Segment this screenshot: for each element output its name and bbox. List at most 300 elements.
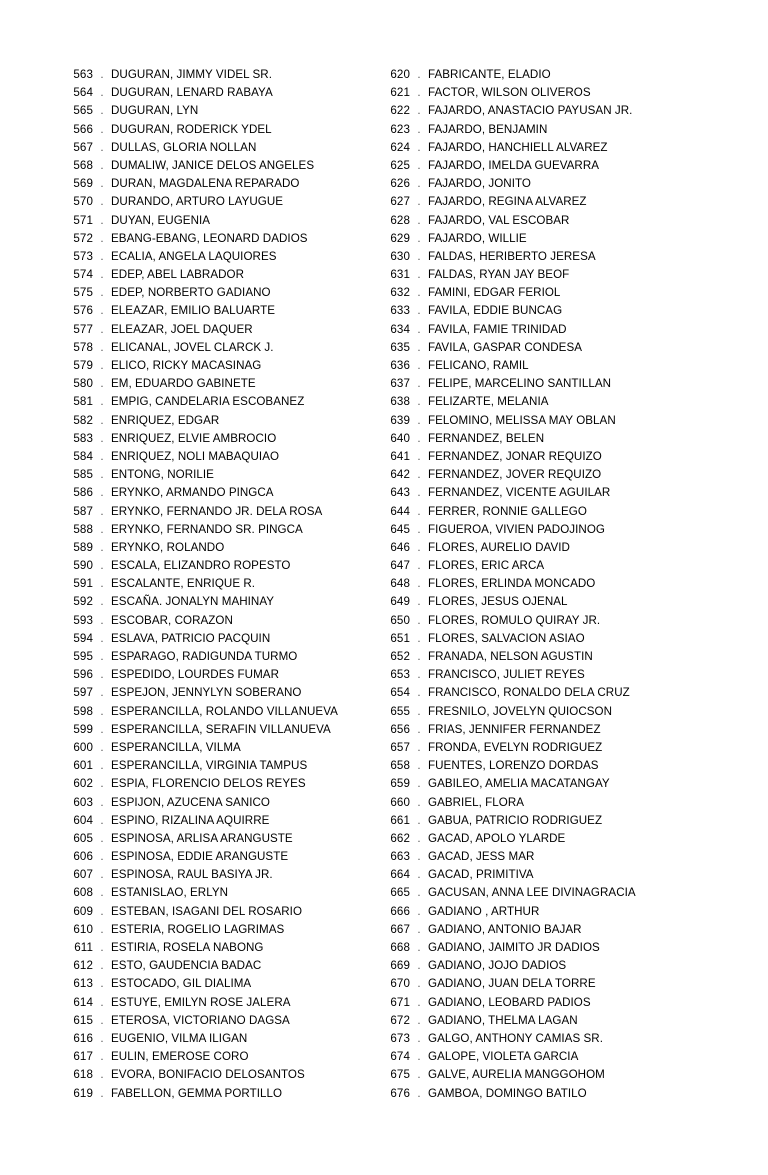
entry-separator: . bbox=[100, 650, 104, 663]
entry-name: FLORES, JESUS OJENAL bbox=[428, 595, 568, 609]
entry-number: 595 bbox=[73, 650, 93, 663]
entry-number: 601 bbox=[73, 759, 93, 773]
entry-separator: . bbox=[100, 177, 104, 191]
entry-name: ESPARAGO, RADIGUNDA TURMO bbox=[111, 650, 298, 663]
entry-number: 674 bbox=[390, 1050, 410, 1064]
entry-name: ESCAÑA. JONALYN MAHINAY bbox=[111, 595, 275, 609]
entry-separator: . bbox=[100, 249, 104, 263]
entry-separator: . bbox=[417, 395, 421, 409]
entry-number: 600 bbox=[73, 740, 93, 754]
roster-entry bbox=[380, 757, 720, 775]
roster-entry bbox=[380, 466, 720, 484]
roster-entry bbox=[380, 1066, 720, 1084]
roster-entry bbox=[380, 575, 720, 593]
roster-entry bbox=[63, 284, 378, 302]
roster-entry bbox=[380, 357, 720, 375]
roster-entry bbox=[380, 393, 720, 411]
roster-entry bbox=[63, 593, 378, 611]
roster-entry bbox=[380, 193, 720, 211]
entry-name: FALDAS, HERIBERTO JERESA bbox=[428, 249, 596, 263]
roster-entry bbox=[63, 175, 378, 193]
entry-name: GADIANO, JOJO DADIOS bbox=[428, 959, 567, 973]
entry-number: 591 bbox=[73, 577, 93, 591]
entry-name: ESPERANCILLA, SERAFIN VILLANUEVA bbox=[111, 722, 331, 736]
entry-name: FRANCISCO, RONALDO DELA CRUZ bbox=[428, 686, 630, 700]
entry-number: 672 bbox=[390, 1013, 410, 1027]
entry-separator: . bbox=[417, 631, 421, 645]
entry-number: 664 bbox=[390, 868, 410, 882]
roster-entry bbox=[380, 975, 720, 993]
entry-number: 640 bbox=[390, 431, 410, 445]
entry-number: 599 bbox=[73, 722, 93, 736]
entry-number: 606 bbox=[73, 850, 93, 864]
entry-name: ELEAZAR, JOEL DAQUER bbox=[111, 322, 253, 336]
roster-entry bbox=[63, 1066, 378, 1084]
entry-separator: . bbox=[100, 740, 104, 754]
entry-separator: . bbox=[100, 486, 104, 500]
roster-entry bbox=[63, 375, 378, 393]
entry-number: 648 bbox=[390, 577, 410, 591]
entry-number: 607 bbox=[73, 868, 93, 882]
roster-entry bbox=[63, 121, 378, 139]
entry-separator: . bbox=[417, 886, 421, 900]
roster-entry bbox=[63, 666, 378, 684]
entry-number: 639 bbox=[390, 413, 410, 427]
entry-separator: . bbox=[417, 850, 421, 864]
roster-entry bbox=[63, 321, 378, 339]
entry-name: GABRIEL, FLORA bbox=[428, 795, 525, 809]
entry-separator: . bbox=[417, 68, 421, 81]
entry-separator: . bbox=[100, 759, 104, 773]
entry-number: 629 bbox=[390, 231, 410, 245]
entry-name: ESTIRIA, ROSELA NABONG bbox=[111, 941, 264, 954]
entry-separator: . bbox=[417, 795, 421, 809]
roster-entry bbox=[63, 703, 378, 721]
entry-name: ESTO, GAUDENCIA BADAC bbox=[111, 959, 262, 973]
entry-name: FACTOR, WILSON OLIVEROS bbox=[428, 86, 591, 100]
roster-entry bbox=[380, 884, 720, 902]
roster-entry bbox=[380, 339, 720, 357]
roster-entry bbox=[63, 230, 378, 248]
entry-name: DURAN, MAGDALENA REPARADO bbox=[111, 177, 300, 191]
entry-separator: . bbox=[100, 977, 104, 991]
roster-entry bbox=[63, 339, 378, 357]
entry-name: GAMBOA, DOMINGO BATILO bbox=[428, 1086, 587, 1100]
roster-entry bbox=[380, 703, 720, 721]
roster-entry bbox=[380, 812, 720, 830]
entry-name: EDEP, NORBERTO GADIANO bbox=[111, 286, 271, 300]
entry-number: 582 bbox=[73, 413, 93, 427]
entry-separator: . bbox=[100, 304, 104, 318]
entry-separator: . bbox=[100, 813, 104, 827]
roster-entry bbox=[380, 739, 720, 757]
entry-separator: . bbox=[417, 522, 421, 536]
entry-number: 608 bbox=[73, 886, 93, 900]
roster-entry bbox=[380, 1085, 720, 1103]
roster-entry bbox=[63, 1085, 378, 1103]
roster-entry bbox=[63, 157, 378, 175]
entry-name: FAJARDO, REGINA ALVAREZ bbox=[428, 195, 587, 209]
entry-separator: . bbox=[100, 686, 104, 700]
entry-name: DUYAN, EUGENIA bbox=[111, 213, 211, 227]
entry-number: 655 bbox=[390, 704, 410, 718]
entry-separator: . bbox=[100, 286, 104, 300]
entry-separator: . bbox=[100, 850, 104, 864]
entry-name: FLORES, ROMULO QUIRAY JR. bbox=[428, 613, 601, 627]
roster-entry bbox=[63, 757, 378, 775]
entry-separator: . bbox=[417, 577, 421, 591]
roster-entry bbox=[380, 848, 720, 866]
entry-separator: . bbox=[100, 777, 104, 791]
entry-number: 584 bbox=[73, 449, 93, 463]
roster-entry bbox=[63, 939, 378, 957]
entry-separator: . bbox=[100, 340, 104, 354]
roster-entry bbox=[380, 448, 720, 466]
entry-number: 572 bbox=[73, 231, 93, 245]
entry-name: FAVILA, GASPAR CONDESA bbox=[428, 340, 583, 354]
entry-separator: . bbox=[417, 613, 421, 627]
entry-number: 653 bbox=[390, 668, 410, 682]
entry-name: GALVE, AURELIA MANGGOHOM bbox=[428, 1068, 605, 1082]
entry-name: FERNANDEZ, VICENTE AGUILAR bbox=[428, 486, 611, 500]
entry-separator: . bbox=[100, 831, 104, 845]
entry-name: ESPINO, RIZALINA AQUIRRE bbox=[111, 813, 270, 827]
entry-number: 623 bbox=[390, 122, 410, 136]
roster-entry bbox=[63, 393, 378, 411]
roster-entry bbox=[63, 212, 378, 230]
entry-separator: . bbox=[417, 122, 421, 136]
entry-number: 670 bbox=[390, 977, 410, 991]
roster-entry bbox=[63, 484, 378, 502]
entry-name: GABUA, PATRICIO RODRIGUEZ bbox=[428, 813, 603, 827]
entry-name: GADIANO, THELMA LAGAN bbox=[428, 1013, 578, 1027]
roster-entry bbox=[380, 994, 720, 1012]
entry-separator: . bbox=[417, 486, 421, 500]
entry-name: ESPINOSA, RAUL BASIYA JR. bbox=[111, 868, 273, 882]
entry-number: 635 bbox=[390, 340, 410, 354]
entry-name: ESPERANCILLA, VIRGINIA TAMPUS bbox=[111, 759, 308, 773]
entry-number: 660 bbox=[390, 795, 410, 809]
entry-name: DUMALIW, JANICE DELOS ANGELES bbox=[111, 158, 315, 172]
entry-name: FELIZARTE, MELANIA bbox=[428, 395, 549, 409]
entry-number: 592 bbox=[73, 595, 93, 609]
entry-number: 602 bbox=[73, 777, 93, 791]
entry-separator: . bbox=[417, 195, 421, 209]
entry-number: 659 bbox=[390, 777, 410, 791]
roster-entry bbox=[63, 884, 378, 902]
entry-number: 676 bbox=[390, 1086, 410, 1100]
roster-entry bbox=[380, 157, 720, 175]
roster-entry bbox=[380, 630, 720, 648]
roster-entry bbox=[380, 612, 720, 630]
entry-separator: . bbox=[417, 322, 421, 336]
roster-entry bbox=[380, 593, 720, 611]
entry-number: 651 bbox=[390, 631, 410, 645]
entry-number: 587 bbox=[73, 504, 93, 518]
entry-number: 566 bbox=[73, 122, 93, 136]
entry-separator: . bbox=[100, 995, 104, 1009]
roster-columns bbox=[0, 66, 768, 1103]
entry-name: FRONDA, EVELYN RODRIGUEZ bbox=[428, 740, 603, 754]
entry-number: 593 bbox=[73, 613, 93, 627]
entry-separator: . bbox=[417, 595, 421, 609]
entry-name: ESLAVA, PATRICIO PACQUIN bbox=[111, 631, 271, 645]
entry-name: FLORES, ERIC ARCA bbox=[428, 559, 545, 573]
entry-number: 673 bbox=[390, 1031, 410, 1045]
entry-separator: . bbox=[417, 140, 421, 154]
entry-number: 663 bbox=[390, 850, 410, 864]
entry-separator: . bbox=[417, 977, 421, 991]
entry-name: FAVILA, FAMIE TRINIDAD bbox=[428, 322, 567, 336]
entry-name: EVORA, BONIFACIO DELOSANTOS bbox=[111, 1068, 305, 1082]
entry-name: GADIANO, ANTONIO BAJAR bbox=[428, 922, 582, 936]
entry-name: GALGO, ANTHONY CAMIAS SR. bbox=[428, 1031, 603, 1045]
roster-entry bbox=[63, 430, 378, 448]
entry-name: ERYNKO, ROLANDO bbox=[111, 540, 225, 554]
roster-entry bbox=[63, 775, 378, 793]
entry-name: FAJARDO, BENJAMIN bbox=[428, 122, 548, 136]
entry-separator: . bbox=[100, 722, 104, 736]
entry-number: 644 bbox=[390, 504, 410, 518]
roster-entry bbox=[380, 903, 720, 921]
roster-entry bbox=[63, 739, 378, 757]
entry-name: EUGENIO, VILMA ILIGAN bbox=[111, 1031, 248, 1045]
entry-separator: . bbox=[417, 1086, 421, 1100]
roster-entry bbox=[380, 266, 720, 284]
entry-separator: . bbox=[100, 140, 104, 154]
entry-separator: . bbox=[100, 449, 104, 463]
entry-number: 579 bbox=[73, 359, 93, 372]
entry-number: 667 bbox=[390, 922, 410, 936]
entry-name: ESPIA, FLORENCIO DELOS REYES bbox=[111, 777, 306, 791]
entry-separator: . bbox=[417, 213, 421, 227]
entry-separator: . bbox=[100, 158, 104, 172]
entry-separator: . bbox=[100, 631, 104, 645]
entry-separator: . bbox=[100, 122, 104, 136]
entry-separator: . bbox=[417, 904, 421, 918]
entry-separator: . bbox=[417, 158, 421, 172]
entry-separator: . bbox=[417, 359, 421, 372]
roster-entry bbox=[63, 612, 378, 630]
roster-entry bbox=[380, 521, 720, 539]
entry-name: ESCALANTE, ENRIQUE R. bbox=[111, 577, 256, 591]
entry-separator: . bbox=[417, 104, 421, 118]
roster-entry bbox=[63, 139, 378, 157]
entry-name: ERYNKO, FERNANDO JR. DELA ROSA bbox=[111, 504, 323, 518]
entry-separator: . bbox=[417, 1031, 421, 1045]
roster-entry bbox=[380, 121, 720, 139]
entry-name: FERNANDEZ, JOVER REQUIZO bbox=[428, 468, 602, 482]
roster-column-left bbox=[63, 66, 378, 1103]
entry-name: FRANADA, NELSON AGUSTIN bbox=[428, 650, 593, 663]
entry-number: 632 bbox=[390, 286, 410, 300]
roster-entry bbox=[63, 648, 378, 666]
entry-separator: . bbox=[417, 831, 421, 845]
roster-entry bbox=[380, 539, 720, 557]
entry-name: ESPIJON, AZUCENA SANICO bbox=[111, 795, 270, 809]
entry-name: EULIN, EMEROSE CORO bbox=[111, 1050, 249, 1064]
entry-number: 563 bbox=[73, 68, 93, 81]
entry-name: GADIANO, LEOBARD PADIOS bbox=[428, 995, 591, 1009]
entry-number: 615 bbox=[73, 1013, 93, 1027]
entry-separator: . bbox=[417, 286, 421, 300]
entry-separator: . bbox=[417, 777, 421, 791]
roster-entry bbox=[380, 175, 720, 193]
entry-name: ENRIQUEZ, ELVIE AMBROCIO bbox=[111, 431, 277, 445]
entry-separator: . bbox=[100, 359, 104, 372]
entry-number: 604 bbox=[73, 813, 93, 827]
roster-entry bbox=[63, 357, 378, 375]
roster-entry bbox=[380, 684, 720, 702]
entry-separator: . bbox=[100, 86, 104, 100]
entry-name: GACAD, PRIMITIVA bbox=[428, 868, 534, 882]
entry-number: 634 bbox=[390, 322, 410, 336]
entry-name: FERRER, RONNIE GALLEGO bbox=[428, 504, 587, 518]
roster-entry bbox=[380, 721, 720, 739]
entry-separator: . bbox=[100, 577, 104, 591]
entry-separator: . bbox=[417, 995, 421, 1009]
entry-number: 675 bbox=[390, 1068, 410, 1082]
entry-number: 619 bbox=[73, 1086, 93, 1100]
entry-name: ELEAZAR, EMILIO BALUARTE bbox=[111, 304, 275, 318]
entry-separator: . bbox=[100, 377, 104, 391]
roster-entry bbox=[63, 975, 378, 993]
roster-entry bbox=[380, 830, 720, 848]
entry-name: FERNANDEZ, JONAR REQUIZO bbox=[428, 449, 602, 463]
roster-entry bbox=[380, 866, 720, 884]
entry-separator: . bbox=[100, 195, 104, 209]
entry-separator: . bbox=[417, 249, 421, 263]
entry-name: ESTEBAN, ISAGANI DEL ROSARIO bbox=[111, 904, 303, 918]
entry-name: EDEP, ABEL LABRADOR bbox=[111, 268, 245, 282]
entry-name: GACAD, JESS MAR bbox=[428, 850, 535, 864]
entry-number: 609 bbox=[73, 904, 93, 918]
roster-entry bbox=[63, 994, 378, 1012]
entry-name: EMPIG, CANDELARIA ESCOBANEZ bbox=[111, 395, 305, 409]
roster-entry bbox=[380, 102, 720, 120]
entry-separator: . bbox=[417, 377, 421, 391]
entry-name: GADIANO, JAIMITO JR DADIOS bbox=[428, 941, 600, 954]
entry-number: 617 bbox=[73, 1050, 93, 1064]
entry-number: 603 bbox=[73, 795, 93, 809]
entry-name: ETEROSA, VICTORIANO DAGSA bbox=[111, 1013, 290, 1027]
entry-name: ESCOBAR, CORAZON bbox=[111, 613, 233, 627]
entry-name: FRESNILO, JOVELYN QUIOCSON bbox=[428, 704, 613, 718]
entry-name: ESTERIA, ROGELIO LAGRIMAS bbox=[111, 922, 285, 936]
entry-number: 641 bbox=[390, 449, 410, 463]
roster-entry bbox=[380, 230, 720, 248]
entry-number: 645 bbox=[390, 522, 410, 536]
entry-number: 650 bbox=[390, 613, 410, 627]
entry-separator: . bbox=[100, 922, 104, 936]
entry-separator: . bbox=[100, 904, 104, 918]
entry-number: 646 bbox=[390, 540, 410, 554]
entry-number: 616 bbox=[73, 1031, 93, 1045]
entry-number: 605 bbox=[73, 831, 93, 845]
entry-name: DUGURAN, RODERICK YDEL bbox=[111, 122, 272, 136]
entry-name: ERYNKO, ARMANDO PINGCA bbox=[111, 486, 274, 500]
entry-name: FABRICANTE, ELADIO bbox=[428, 68, 551, 81]
entry-number: 649 bbox=[390, 595, 410, 609]
roster-column-right bbox=[380, 66, 720, 1103]
entry-separator: . bbox=[417, 413, 421, 427]
roster-entry bbox=[380, 248, 720, 266]
entry-name: ELICANAL, JOVEL CLARCK J. bbox=[111, 340, 274, 354]
entry-name: FIGUEROA, VIVIEN PADOJINOG bbox=[428, 522, 605, 536]
entry-name: ESTOCADO, GIL DIALIMA bbox=[111, 977, 252, 991]
entry-name: FAJARDO, VAL ESCOBAR bbox=[428, 213, 570, 227]
entry-number: 569 bbox=[73, 177, 93, 191]
entry-separator: . bbox=[100, 595, 104, 609]
entry-separator: . bbox=[100, 868, 104, 882]
entry-number: 622 bbox=[390, 104, 410, 118]
entry-number: 618 bbox=[73, 1068, 93, 1082]
entry-number: 570 bbox=[73, 195, 93, 209]
roster-entry bbox=[63, 903, 378, 921]
roster-entry bbox=[380, 503, 720, 521]
entry-separator: . bbox=[100, 959, 104, 973]
roster-entry bbox=[380, 557, 720, 575]
entry-number: 625 bbox=[390, 158, 410, 172]
entry-number: 656 bbox=[390, 722, 410, 736]
entry-number: 578 bbox=[73, 340, 93, 354]
entry-name: DURANDO, ARTURO LAYUGUE bbox=[111, 195, 284, 209]
entry-number: 621 bbox=[390, 86, 410, 100]
entry-number: 575 bbox=[73, 286, 93, 300]
roster-entry bbox=[63, 630, 378, 648]
roster-entry bbox=[380, 666, 720, 684]
entry-name: FAJARDO, IMELDA GUEVARRA bbox=[428, 158, 600, 172]
entry-name: GACAD, APOLO YLARDE bbox=[428, 831, 566, 845]
entry-separator: . bbox=[100, 1068, 104, 1082]
entry-number: 585 bbox=[73, 468, 93, 482]
entry-name: ERYNKO, FERNANDO SR. PINGCA bbox=[111, 522, 303, 536]
entry-separator: . bbox=[417, 304, 421, 318]
entry-separator: . bbox=[100, 540, 104, 554]
entry-name: GALOPE, VIOLETA GARCIA bbox=[428, 1050, 579, 1064]
entry-separator: . bbox=[100, 1031, 104, 1045]
entry-separator: . bbox=[417, 177, 421, 191]
entry-number: 589 bbox=[73, 540, 93, 554]
entry-number: 574 bbox=[73, 268, 93, 282]
roster-entry bbox=[63, 302, 378, 320]
entry-number: 620 bbox=[390, 68, 410, 81]
roster-entry bbox=[380, 957, 720, 975]
entry-number: 630 bbox=[390, 249, 410, 263]
roster-entry bbox=[63, 830, 378, 848]
roster-entry bbox=[380, 430, 720, 448]
entry-name: EBANG-EBANG, LEONARD DADIOS bbox=[111, 231, 308, 245]
roster-entry bbox=[380, 302, 720, 320]
entry-number: 638 bbox=[390, 395, 410, 409]
entry-separator: . bbox=[100, 395, 104, 409]
roster-entry bbox=[380, 775, 720, 793]
entry-name: FLORES, ERLINDA MONCADO bbox=[428, 577, 596, 591]
entry-separator: . bbox=[100, 559, 104, 573]
entry-separator: . bbox=[417, 268, 421, 282]
entry-name: ESPEJON, JENNYLYN SOBERANO bbox=[111, 686, 302, 700]
entry-number: 581 bbox=[73, 395, 93, 409]
entry-number: 633 bbox=[390, 304, 410, 318]
entry-name: ESPERANCILLA, ROLANDO VILLANUEVA bbox=[111, 704, 338, 718]
entry-name: GACUSAN, ANNA LEE DIVINAGRACIA bbox=[428, 886, 636, 900]
entry-number: 628 bbox=[390, 213, 410, 227]
entry-separator: . bbox=[100, 795, 104, 809]
entry-separator: . bbox=[417, 468, 421, 482]
roster-entry bbox=[380, 84, 720, 102]
entry-name: FALDAS, RYAN JAY BEOF bbox=[428, 268, 570, 282]
entry-number: 647 bbox=[390, 559, 410, 573]
